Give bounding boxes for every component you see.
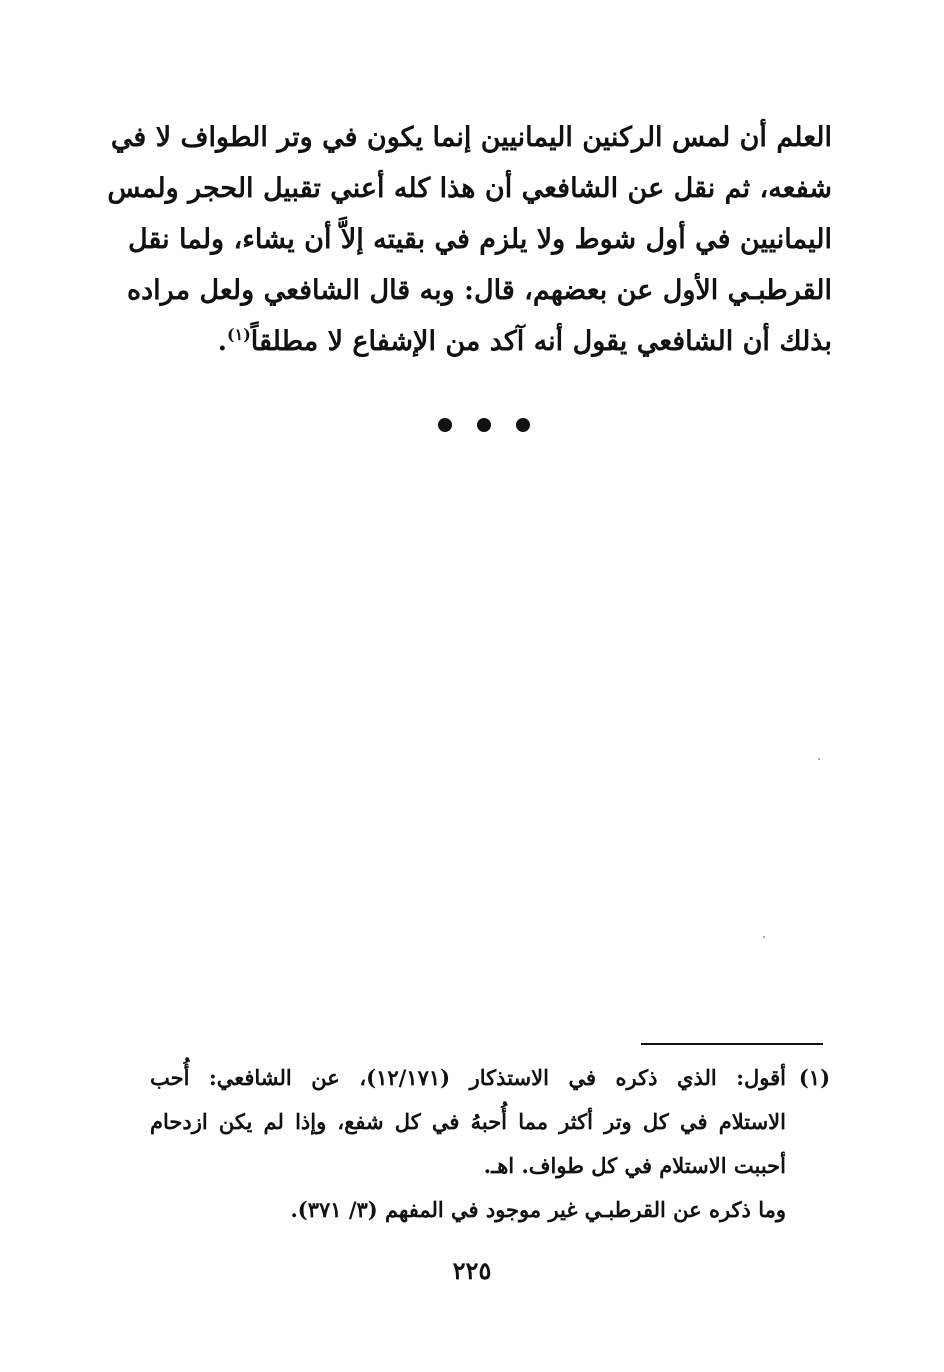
main-line-2: شفعه، ثم نقل عن الشافعي أن هذا كله أعني تقبيل الحجر ولمس (107, 173, 832, 204)
footnotes-section (150, 1056, 830, 1232)
main-line-3: اليمانيين في أول شوط ولا يلزم في بقيته إلاَّ أن يشاء، ولما نقل (127, 224, 832, 255)
footnote-line-2: الاستلام في كل وتر أكثر مما أُحبهُ في كل شفع، وإذا لم يكن ازدحام (150, 1109, 786, 1134)
scan-speck (818, 758, 820, 760)
scan-speck (763, 936, 765, 938)
main-line-5-text: بذلك أن الشافعي يقول أنه آكد من الإشفاع لا مطلقاً (250, 326, 832, 357)
page-number: ٢٢٥ (452, 1256, 492, 1285)
footnote-reference: (١) (227, 325, 251, 344)
main-paragraph (107, 112, 832, 367)
separator-dot (477, 418, 491, 432)
separator-dot (438, 418, 452, 432)
footnote-line-1: أقول: الذي ذكره في الاستذكار (١٢/١٧١)، عن الشافعي: أُحب (150, 1065, 786, 1090)
main-line-5 (152, 316, 832, 367)
main-line-5-end: . (217, 326, 228, 357)
footnote-1 (150, 1056, 830, 1232)
footnote-line-4: وما ذكره عن القرطبـي غير موجود في المفهم (٣/ ٣٧١). (290, 1197, 786, 1222)
footnote-line-3: أحببت الاستلام في كل طواف. اهـ. (483, 1153, 786, 1178)
footnote-divider (641, 1043, 823, 1045)
section-separator (438, 418, 530, 432)
main-line-1: العلم أن لمس الركنين اليمانيين إنما يكون في وتر الطواف لا في (110, 122, 832, 153)
separator-dot (516, 418, 530, 432)
main-line-4: القرطبـي الأول عن بعضهم، قال: وبه قال الشافعي ولعل مراده (127, 275, 832, 306)
footnote-number: (١) (798, 1065, 830, 1090)
